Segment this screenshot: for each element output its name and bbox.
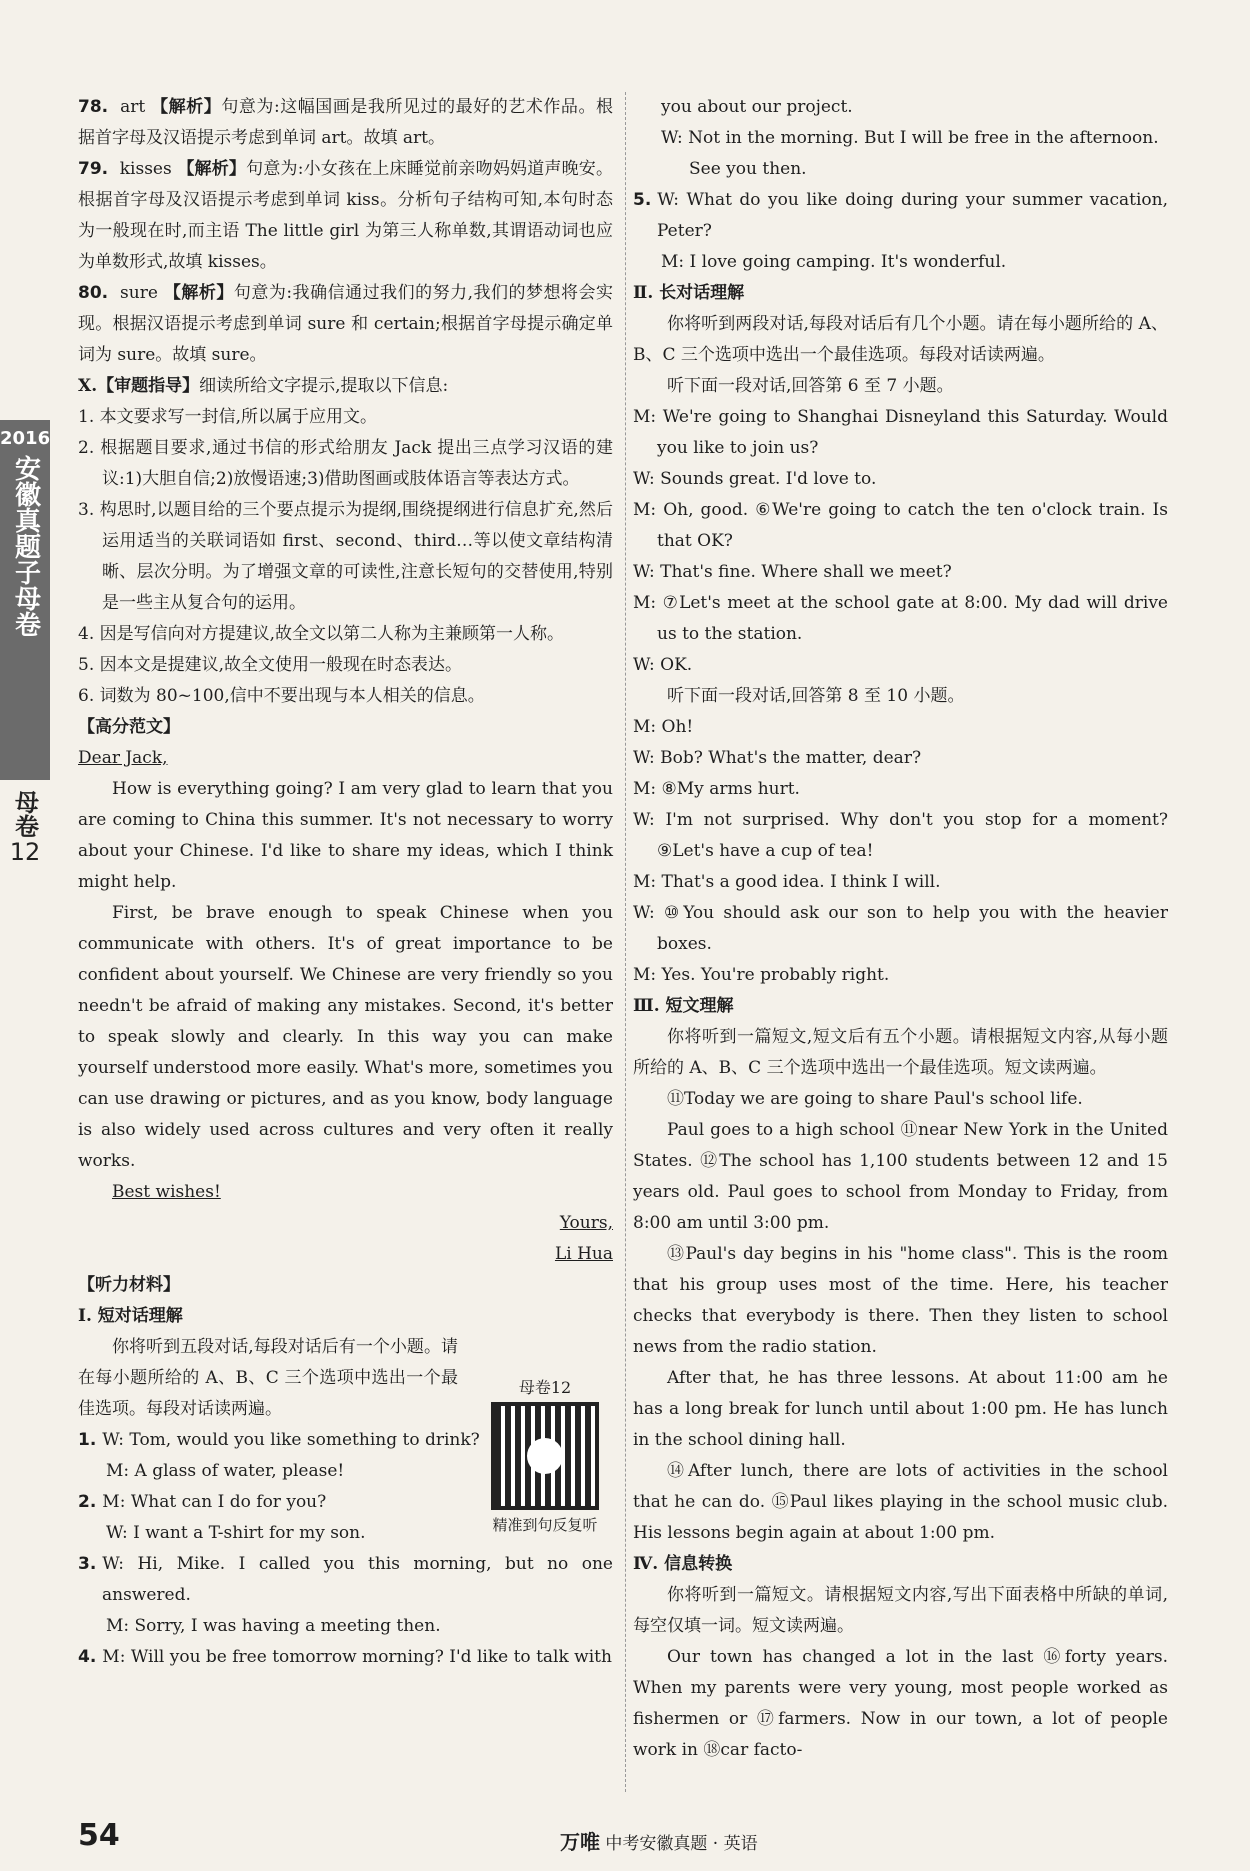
- page-number: 54: [78, 1818, 120, 1853]
- section-x-heading: Ⅹ.【审题指导】细读所给文字提示,提取以下信息:: [78, 376, 449, 396]
- dialog-line: M: Oh!: [633, 717, 694, 737]
- essay-heading: 【高分范文】: [78, 717, 180, 737]
- book-title: 中考安徽真题 · 英语: [605, 1834, 758, 1854]
- letter-yours: Yours,: [559, 1213, 613, 1233]
- dialog-4-cont: See you then.: [689, 159, 807, 179]
- answer-79: 79. kisses 【解析】句意为:小女孩在上床睡觉前亲吻妈妈道声晚安。根据首字母及汉语提示考虑到单词 kiss。分析句子结构可知,本句时态为一般现在时,而主语 The little girl 为第三人称单数,其谓语动词也应为单数形式,故填 kisses。: [78, 159, 614, 272]
- dialog-a-intro: 听下面一段对话,回答第 6 至 7 小题。: [667, 376, 954, 396]
- right-column: [633, 92, 1168, 1766]
- guide-point: 1. 本文要求写一封信,所以属于应用文。: [78, 407, 378, 427]
- letter-signature: Li Hua: [554, 1244, 613, 1264]
- passage-paragraph: ⑪Today we are going to share Paul's school life.: [667, 1089, 1083, 1109]
- guide-point: 3. 构思时,以题目给的三个要点提示为提纲,围绕提纲进行信息扩充,然后运用适当的关联词语如 first、second、third…等以使文章结构清晰、层次分明。为了增强文章的可读性,注意长短句的交替使用,特别是一些主从复合句的运用。: [78, 500, 613, 613]
- dialog-1: 1. W: Tom, would you like something to drink? M: A glass of water, please!: [78, 1430, 480, 1481]
- part-ii-intro: 你将听到两段对话,每段对话后有几个小题。请在每小题所给的 A、B、C 三个选项中选出一个最佳选项。每段对话读两遍。: [633, 314, 1168, 365]
- dialog-line: W: Bob? What's the matter, dear?: [633, 748, 922, 768]
- part-i-heading: Ⅰ. 短对话理解: [78, 1306, 183, 1326]
- dialog-line: M: Oh, good. ⑥We're going to catch the ten o'clock train. Is that OK?: [633, 500, 1168, 551]
- guide-point: 4. 因是写信向对方提建议,故全文以第二人称为主兼顾第一人称。: [78, 624, 565, 644]
- column-divider: [625, 92, 626, 1792]
- guide-point: 2. 根据题目要求,通过书信的形式给朋友 Jack 提出三点学习汉语的建议:1)大胆自信;2)放慢语速;3)借助图画或肢体语言等表达方式。: [78, 438, 613, 489]
- dialog-line: M: Yes. You're probably right.: [633, 965, 890, 985]
- passage-paragraph: ⑬Paul's day begins in his "home class". This is the room that his group uses most of the time. Here, his teacher checks that everybody is there. Then they listen to school news from the radio station.: [633, 1244, 1168, 1357]
- letter-closing: Best wishes!: [112, 1182, 221, 1202]
- footer-title: [560, 1826, 758, 1855]
- part-i-intro: 你将听到五段对话,每段对话后有一个小题。请在每小题所给的 A、B、C 三个选项中选出一个最佳选项。每段对话读两遍。: [78, 1337, 458, 1419]
- answer-80: 80. sure 【解析】句意为:我确信通过我们的努力,我们的梦想将会实现。根据汉语提示考虑到单词 sure 和 certain;根据首字母提示确定单词为 sure。故填 sure。: [78, 283, 613, 365]
- passage-paragraph: Paul goes to a high school ⑪near New York in the United States. ⑫The school has 1,100 students between 12 and 15 years old. Paul goes to school from Monday to Friday, from 8:00 am until 3:00 pm.: [633, 1120, 1168, 1233]
- dialog-2: 2. M: What can I do for you? W: I want a T-shirt for my son.: [78, 1492, 366, 1543]
- part-ii-heading: Ⅱ. 长对话理解: [633, 283, 745, 303]
- brand-logo: 万唯: [560, 1830, 600, 1854]
- sidebar-volume: [0, 790, 50, 890]
- qr-code-icon[interactable]: [491, 1402, 599, 1510]
- guide-point: 6. 词数为 80~100,信中不要出现与本人相关的信息。: [78, 686, 485, 706]
- part-iv-intro: 你将听到一篇短文。请根据短文内容,写出下面表格中所缺的单词,每空仅填一词。短文读两遍。: [633, 1585, 1168, 1636]
- dialog-line: W: I'm not surprised. Why don't you stop for a moment? ⑨Let's have a cup of tea!: [633, 810, 1168, 861]
- dialog-line: M: We're going to Shanghai Disneyland this Saturday. Would you like to join us?: [633, 407, 1168, 458]
- dialog-3: 3. W: Hi, Mike. I called you this morning, but no one answered. M: Sorry, I was having a meeting then.: [78, 1554, 613, 1636]
- dialog-b-intro: 听下面一段对话,回答第 8 至 10 小题。: [667, 686, 965, 706]
- guide-point: 5. 因本文是提建议,故全文使用一般现在时态表达。: [78, 655, 463, 675]
- dialog-line: W: Sounds great. I'd love to.: [633, 469, 877, 489]
- dialog-4-cont: W: Not in the morning. But I will be free in the afternoon.: [661, 128, 1159, 148]
- dialog-4-cont: you about our project.: [661, 97, 853, 117]
- sidebar-year: 2016: [0, 428, 51, 449]
- letter-salutation: Dear Jack,: [78, 748, 168, 768]
- sidebar-tab: [0, 420, 50, 780]
- part-iii-heading: Ⅲ. 短文理解: [633, 996, 734, 1016]
- passage-paragraph: After that, he has three lessons. At about 11:00 am he has a long break for lunch until about 1:00 pm. He has lunch in the school dining hall.: [633, 1368, 1168, 1450]
- dialog-line: M: That's a good idea. I think I will.: [633, 872, 941, 892]
- passage-2-paragraph: Our town has changed a lot in the last ⑯forty years. When my parents were very young, most people worked as fishermen or ⑰farmers. Now in our town, a lot of people work in ⑱car facto-: [633, 1647, 1168, 1760]
- dialog-line: M: ⑧My arms hurt.: [633, 779, 800, 799]
- qr-block[interactable]: [470, 1375, 620, 1535]
- sidebar-series: 安徽真题子母卷: [10, 455, 41, 637]
- answer-78: 78. art 【解析】句意为:这幅国画是我所见过的最好的艺术作品。根据首字母及汉语提示考虑到单词 art。故填 art。: [78, 97, 614, 148]
- letter-paragraph-1: How is everything going? I am very glad to learn that you are coming to China this summer. It's not necessary to worry about your Chinese. I'd like to share my ideas, which I think might help.: [78, 779, 613, 892]
- part-iv-heading: Ⅳ. 信息转换: [633, 1554, 733, 1574]
- volume-label: 母卷: [10, 790, 39, 838]
- part-iii-intro: 你将听到一篇短文,短文后有五个小题。请根据短文内容,从每小题所给的 A、B、C 三个选项中选出一个最佳选项。短文读两遍。: [633, 1027, 1168, 1078]
- dialog-5: 5. W: What do you like doing during your summer vacation, Peter? M: I love going camping. It's wonderful.: [633, 190, 1168, 272]
- dialog-4: 4. M: Will you be free tomorrow morning? I'd like to talk with: [78, 1647, 612, 1667]
- letter-paragraph-2: First, be brave enough to speak Chinese when you communicate with others. It's of great importance to be confident about yourself. We Chinese are very friendly so you needn't be afraid of making any mistakes. Second, it's better to speak slowly and clearly. In this way you can make yourself understood more easily. What's more, sometimes you can use drawing or pictures, and as you know, body language is also widely used across cultures and very often it really works.: [78, 903, 613, 1171]
- dialog-line: W: That's fine. Where shall we meet?: [633, 562, 952, 582]
- qr-caption: 精准到句反复听: [492, 1516, 598, 1534]
- volume-number: 12: [9, 838, 41, 866]
- passage-paragraph: ⑭After lunch, there are lots of activities in the school that he can do. ⑮Paul likes playing in the school music club. His lessons begin again at about 1:00 pm.: [633, 1461, 1168, 1543]
- qr-label: 母卷12: [518, 1378, 572, 1397]
- dialog-line: W: OK.: [633, 655, 693, 675]
- listening-heading: 【听力材料】: [78, 1275, 180, 1295]
- dialog-line: M: ⑦Let's meet at the school gate at 8:00. My dad will drive us to the station.: [633, 593, 1168, 644]
- dialog-line: W: ⑩You should ask our son to help you with the heavier boxes.: [633, 903, 1168, 954]
